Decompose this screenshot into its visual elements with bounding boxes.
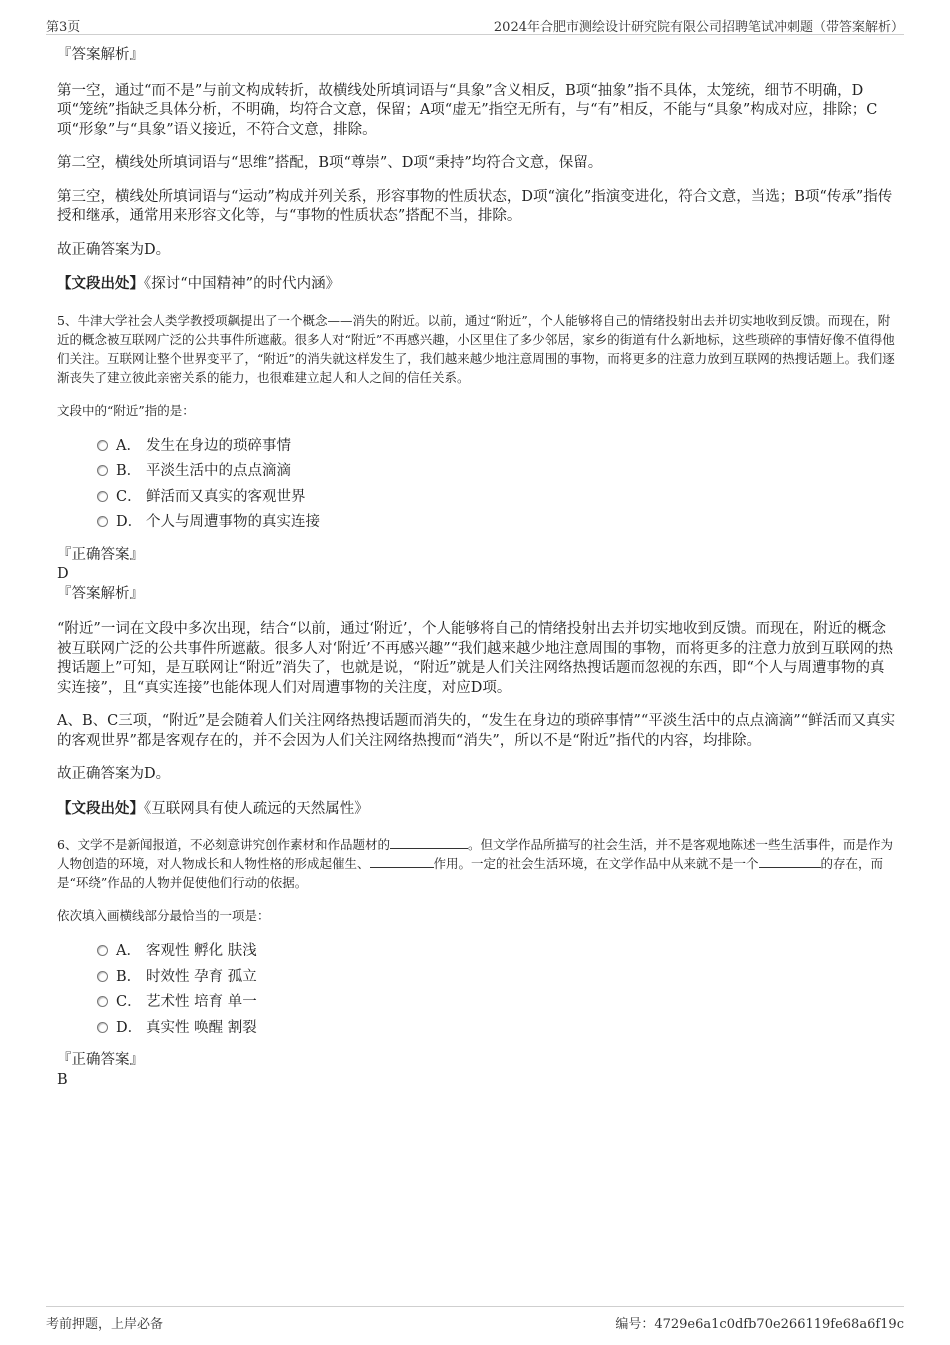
answer-conclusion: 故正确答案为D。	[57, 241, 171, 258]
question-stem: 6、文学不是新闻报道，不必刻意讲究创作素材和作品题材的 。但文学作品所描写的社会生活，并不是客观地陈述一些生活事件，而是作为人物创造的环境，对人物成长和人物性格的形成起催生、 作用。一定的社会生活环境，在文学作品中从来就不是一个 的存在，而是“环绕”作品的人物并促使他们行动的依据。	[57, 837, 893, 890]
source-label: 【文段出处】	[57, 275, 144, 292]
source-title: 《探讨“中国精神”的时代内涵》	[144, 276, 341, 292]
radio-icon[interactable]	[97, 996, 108, 1007]
question-stem: 5、牛津大学社会人类学教授项飙提出了一个概念——消失的附近。以前，通过“附近”，个人能够将自己的情绪投射出去并切实地收到反馈。而现在，附近的概念被互联网广泛的公共事件所遮蔽。很多人对“附近”不再感兴趣，小区里住了多少邻居，家乡的街道有什么新地标，这些琐碎的事情好像不值得他们关注。互联网让整个世界变平了，“附近”的消失就这样发生了，我们越来越少地注意周围的事物，而将更多的注意力放到互联网的热搜话题上。我们逐渐丧失了建立彼此亲密关系的能力，也很难建立起人和人之间的信任关系。	[57, 312, 895, 385]
radio-icon[interactable]	[97, 1022, 108, 1033]
radio-icon[interactable]	[97, 440, 108, 451]
source-label: 【文段出处】	[57, 799, 144, 817]
option-list	[97, 939, 897, 1041]
analysis-label: 『答案解析』	[57, 585, 144, 602]
correct-answer: B	[57, 1071, 68, 1088]
analysis-paragraph: 第一空，通过“而不是”与前文构成转折，故横线处所填词语与“具象”含义相反，B项“抽象”指不具体，太笼统，细节不明确，D项“笼统”指缺乏具体分析，不明确，均符合文意，保留；A项“虚无”指空无所有，与“有”相反，不能与“具象”构成对应，排除；C项“形象”与“具象”语义接近，不符合文意，排除。	[57, 82, 878, 138]
fill-blank	[370, 855, 434, 868]
question-prompt: 文段中的“附近”指的是：	[57, 402, 195, 418]
document-body	[57, 46, 897, 1090]
page-number: 第3页	[46, 20, 81, 35]
correct-answer-label: 『正确答案』	[57, 1052, 144, 1068]
analysis-label: 『答案解析』	[57, 47, 144, 63]
radio-icon[interactable]	[97, 945, 108, 956]
footer-slogan: 考前押题，上岸必备	[46, 1317, 164, 1332]
radio-icon[interactable]	[97, 516, 108, 527]
analysis-paragraph: “附近”一词在文段中多次出现，结合“以前，通过‘附近’，个人能够将自己的情绪投射出去并切实地收到反馈。而现在，附近的概念被互联网广泛的公共事件所遮蔽。很多人对‘附近’不再感兴趣”“我们越来越少地注意周围的事物，而将更多的注意力放到互联网的热搜话题上”可知，是互联网让“附近”消失了，也就是说，“附近”就是人们关注网络热搜话题而忽视的东西，即“个人与周遭事物的真实连接”，且“真实连接”也能体现人们对周遭事物的关注度，对应D项。	[57, 621, 894, 696]
correct-answer: D	[57, 566, 69, 582]
source-line	[57, 799, 897, 820]
correct-answer-label: 『正确答案』	[57, 546, 144, 563]
option-c[interactable]: C． 艺术性 培育 单一	[97, 990, 897, 1016]
document-title: 2024年合肥市测绘设计研究院有限公司招聘笔试冲刺题（带答案解析）	[493, 20, 904, 35]
option-list	[97, 434, 897, 536]
fill-blank	[390, 836, 468, 849]
document-id: 编号：4729e6a1c0dfb70e266119fe68a6f19c	[615, 1317, 904, 1332]
source-line	[57, 274, 897, 295]
option-b[interactable]: B． 时效性 孕育 孤立	[97, 965, 897, 991]
analysis-paragraph: 第二空，横线处所填词语与“思维”搭配，B项“尊崇”、D项“秉持”均符合文意，保留。	[57, 155, 603, 171]
option-a[interactable]: A． 发生在身边的琐碎事情	[97, 434, 897, 460]
radio-icon[interactable]	[97, 491, 108, 502]
question-prompt: 依次填入画横线部分最恰当的一项是：	[57, 908, 270, 923]
page-header	[46, 14, 904, 35]
radio-icon[interactable]	[97, 465, 108, 476]
option-d[interactable]: D． 真实性 唤醒 割裂	[97, 1016, 897, 1042]
analysis-paragraph: 第三空，横线处所填词语与“运动”构成并列关系，形容事物的性质状态，D项“演化”指演变进化，符合文意，当选；B项“传承”指传授和继承，通常用来形容文化等，与“事物的性质状态”搭配不当，排除。	[57, 188, 893, 224]
fill-blank	[759, 855, 821, 868]
radio-icon[interactable]	[97, 971, 108, 982]
page-footer	[46, 1306, 904, 1332]
answer-conclusion: 故正确答案为D。	[57, 766, 171, 782]
option-a[interactable]: A． 客观性 孵化 肤浅	[97, 939, 897, 965]
option-b[interactable]: B． 平淡生活中的点点滴滴	[97, 459, 897, 485]
option-d[interactable]: D． 个人与周遭事物的真实连接	[97, 510, 897, 536]
analysis-paragraph: A、B、C三项，“附近”是会随着人们关注网络热搜话题而消失的，“发生在身边的琐碎事情”“平淡生活中的点点滴滴”“鲜活而又真实的客观世界”都是客观存在的，并不会因为人们关注网络热搜而“消失”，所以不是“附近”指代的内容，均排除。	[57, 713, 896, 749]
source-title: 《互联网具有使人疏远的天然属性》	[144, 800, 369, 817]
option-c[interactable]: C． 鲜活而又真实的客观世界	[97, 485, 897, 511]
